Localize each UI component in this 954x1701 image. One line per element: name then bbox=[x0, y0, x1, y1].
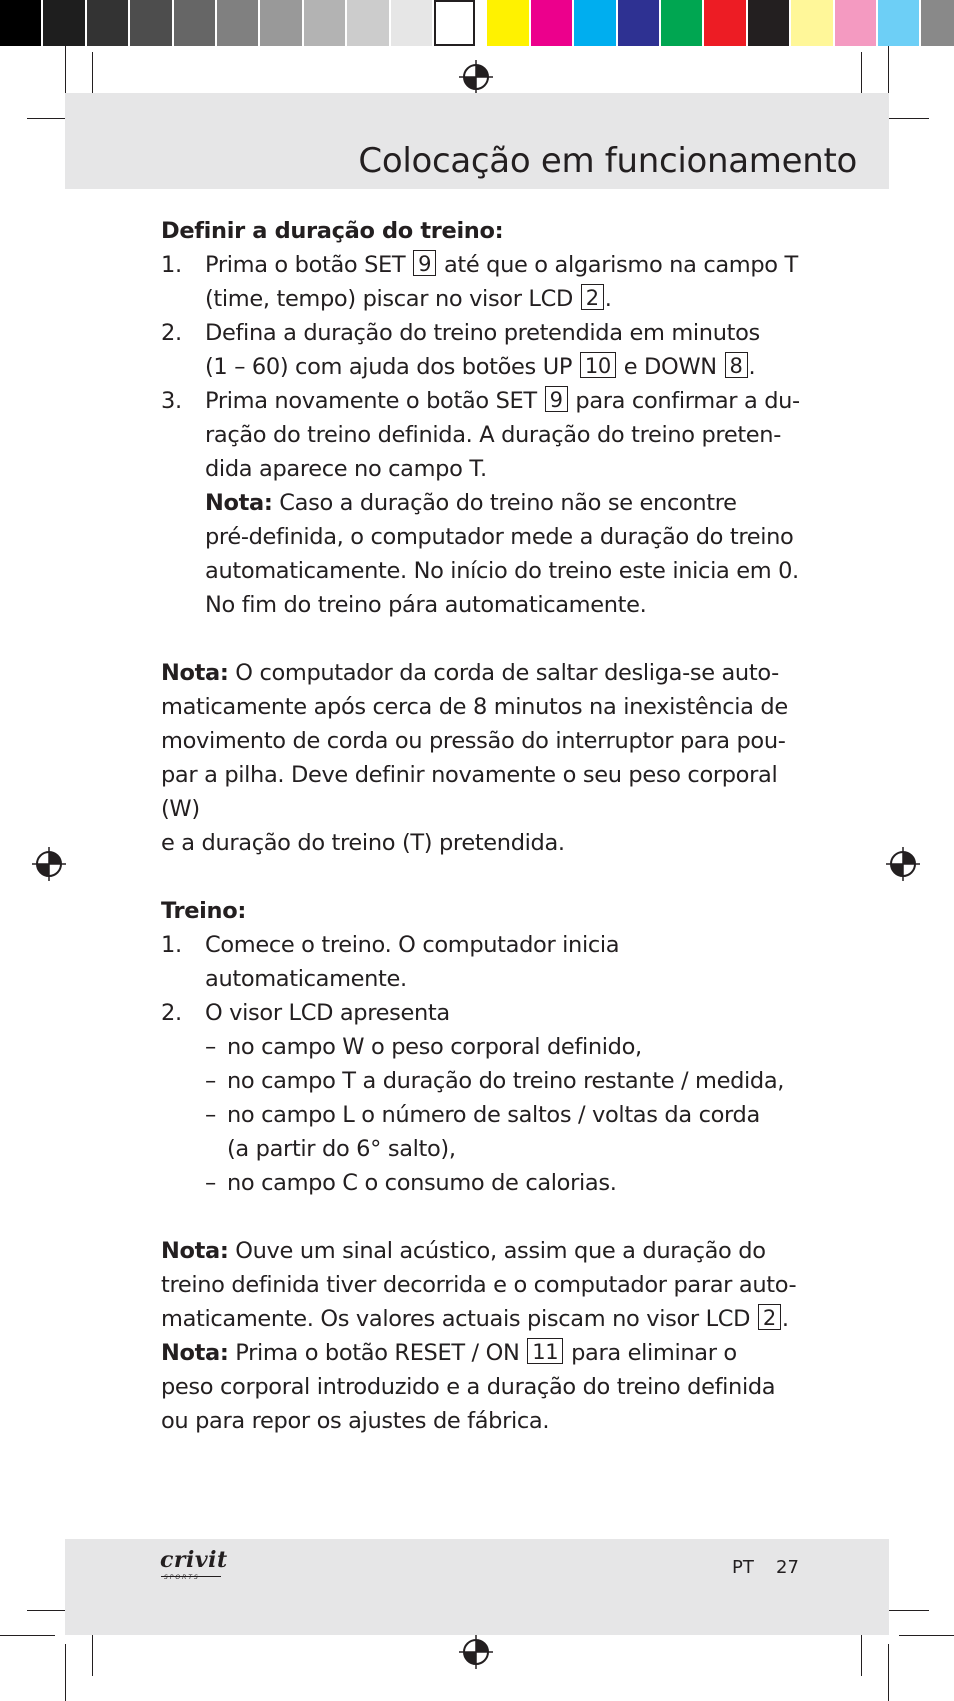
list-item bbox=[161, 1064, 801, 1098]
note-text: Ouve um sinal acústico, assim que a duração do bbox=[228, 1238, 766, 1264]
list-item bbox=[161, 248, 801, 316]
note-text: maticamente após cerca de 8 minutos na inexistência de bbox=[161, 694, 788, 720]
color-swatch bbox=[434, 0, 475, 46]
color-swatch bbox=[748, 0, 789, 46]
reference-number-box: 8 bbox=[725, 352, 748, 378]
color-swatch bbox=[791, 0, 832, 46]
crop-mark bbox=[899, 1635, 954, 1636]
color-swatch bbox=[87, 0, 128, 46]
page-title: Colocação em funcionamento bbox=[358, 141, 857, 181]
step-number: 2. bbox=[161, 1000, 182, 1026]
crop-mark bbox=[92, 52, 93, 98]
dash-bullet: – bbox=[205, 1034, 216, 1060]
crop-mark bbox=[65, 1644, 66, 1701]
note-text: pré-definida, o computador mede a duração do treino bbox=[205, 524, 794, 550]
note-text: par a pilha. Deve definir novamente o seu peso corporal (W) bbox=[161, 762, 778, 822]
step-text: Prima novamente o botão SET bbox=[205, 388, 544, 414]
page-content bbox=[161, 214, 801, 1438]
color-swatch bbox=[391, 0, 432, 46]
list-item bbox=[161, 316, 801, 384]
color-swatch bbox=[704, 0, 745, 46]
step-number: 1. bbox=[161, 252, 182, 278]
printer-color-bar bbox=[0, 0, 954, 46]
note-text: Prima o botão RESET / ON bbox=[228, 1340, 527, 1366]
step-text: Comece o treino. O computador inicia automaticamente. bbox=[205, 932, 620, 992]
note-text: . bbox=[781, 1306, 789, 1332]
registration-mark-icon bbox=[459, 1635, 493, 1669]
color-swatch bbox=[217, 0, 258, 46]
color-swatch bbox=[347, 0, 388, 46]
note-text: ou para repor os ajustes de fábrica. bbox=[161, 1408, 550, 1434]
page-header bbox=[65, 93, 889, 189]
reference-number-box: 2 bbox=[581, 284, 604, 310]
reference-number-box: 10 bbox=[580, 352, 616, 378]
step-text: até que o algarismo na campo T bbox=[437, 252, 798, 278]
note-text: O computador da corda de saltar desliga-se auto- bbox=[228, 660, 779, 686]
step-text: dida aparece no campo T. bbox=[205, 456, 487, 482]
steps-list bbox=[161, 928, 801, 1030]
list-item bbox=[161, 1098, 801, 1166]
item-text: no campo W o peso corporal definido, bbox=[227, 1034, 642, 1060]
item-text: no campo L o número de saltos / voltas da corda bbox=[227, 1102, 760, 1128]
note-label: Nota: bbox=[161, 1238, 229, 1264]
color-swatch bbox=[487, 0, 528, 46]
note-text: para eliminar o bbox=[564, 1340, 737, 1366]
step-text: (1 – 60) com ajuda dos botões UP bbox=[205, 354, 579, 380]
registration-mark-icon bbox=[459, 60, 493, 94]
steps-list bbox=[161, 248, 801, 622]
color-swatch bbox=[304, 0, 345, 46]
page-number: 27 bbox=[776, 1557, 799, 1578]
note-paragraph bbox=[161, 656, 801, 860]
note-text: automaticamente. No início do treino este inicia em 0. bbox=[205, 558, 799, 584]
note-text: treino definida tiver decorrida e o computador parar auto- bbox=[161, 1272, 797, 1298]
color-swatch bbox=[661, 0, 702, 46]
section-heading: Definir a duração do treino: bbox=[161, 218, 504, 244]
crop-mark bbox=[861, 1630, 862, 1676]
item-text: no campo T a duração do treino restante / medida, bbox=[227, 1068, 785, 1094]
reference-number-box: 11 bbox=[527, 1338, 563, 1364]
color-swatch bbox=[835, 0, 876, 46]
registration-mark-icon bbox=[32, 847, 66, 881]
list-item bbox=[161, 1030, 801, 1064]
language-code: PT bbox=[732, 1557, 754, 1578]
step-text: (time, tempo) piscar no visor LCD bbox=[205, 286, 580, 312]
step-text: . bbox=[748, 354, 756, 380]
crop-mark bbox=[0, 1635, 55, 1636]
note-text: peso corporal introduzido e a duração do treino definida bbox=[161, 1374, 776, 1400]
list-item bbox=[161, 384, 801, 622]
item-text: (a partir do 6° salto), bbox=[227, 1136, 456, 1162]
dash-bullet: – bbox=[205, 1102, 216, 1128]
color-swatch bbox=[0, 0, 41, 46]
note-text: e a duração do treino (T) pretendida. bbox=[161, 830, 565, 856]
list-item bbox=[161, 1166, 801, 1200]
step-text: e DOWN bbox=[616, 354, 724, 380]
color-swatch bbox=[574, 0, 615, 46]
color-swatch bbox=[531, 0, 572, 46]
registration-mark-icon bbox=[886, 847, 920, 881]
color-swatch bbox=[174, 0, 215, 46]
crop-mark bbox=[92, 1630, 93, 1676]
crop-mark bbox=[888, 1644, 889, 1701]
note-label: Nota: bbox=[161, 660, 229, 686]
step-text: para confirmar a du- bbox=[568, 388, 800, 414]
page-footer bbox=[65, 1539, 889, 1635]
note-text: maticamente. Os valores actuais piscam no visor LCD bbox=[161, 1306, 757, 1332]
note-label: Nota: bbox=[205, 490, 273, 516]
list-item bbox=[161, 996, 801, 1030]
step-number: 1. bbox=[161, 932, 182, 958]
color-swatch bbox=[130, 0, 171, 46]
step-text: Prima o botão SET bbox=[205, 252, 413, 278]
brand-logo-subtitle: SPORTS bbox=[164, 1574, 200, 1581]
color-swatch bbox=[618, 0, 659, 46]
color-swatch bbox=[878, 0, 919, 46]
crop-mark bbox=[888, 46, 889, 98]
reference-number-box: 2 bbox=[758, 1304, 781, 1330]
crop-mark bbox=[65, 46, 66, 98]
step-text: ração do treino definida. A duração do treino preten- bbox=[205, 422, 781, 448]
note-paragraph bbox=[161, 1234, 801, 1438]
brand-logo: crivit bbox=[160, 1547, 228, 1573]
reference-number-box: 9 bbox=[413, 250, 436, 276]
step-text: Defina a duração do treino pretendida em minutos bbox=[205, 320, 760, 346]
note-text: Caso a duração do treino não se encontre bbox=[272, 490, 737, 516]
note-text: No fim do treino pára automaticamente. bbox=[205, 592, 647, 618]
note-text: movimento de corda ou pressão do interruptor para pou- bbox=[161, 728, 786, 754]
color-swatch bbox=[43, 0, 84, 46]
color-swatch bbox=[921, 0, 954, 46]
step-text: O visor LCD apresenta bbox=[205, 1000, 450, 1026]
crop-mark bbox=[861, 52, 862, 98]
step-text: . bbox=[604, 286, 612, 312]
section-heading: Treino: bbox=[161, 898, 246, 924]
step-number: 2. bbox=[161, 320, 182, 346]
dash-bullet: – bbox=[205, 1170, 216, 1196]
note-label: Nota: bbox=[161, 1340, 229, 1366]
color-swatch bbox=[260, 0, 301, 46]
step-number: 3. bbox=[161, 388, 182, 414]
dash-bullet: – bbox=[205, 1068, 216, 1094]
reference-number-box: 9 bbox=[545, 386, 568, 412]
list-item bbox=[161, 928, 801, 996]
item-text: no campo C o consumo de calorias. bbox=[227, 1170, 617, 1196]
